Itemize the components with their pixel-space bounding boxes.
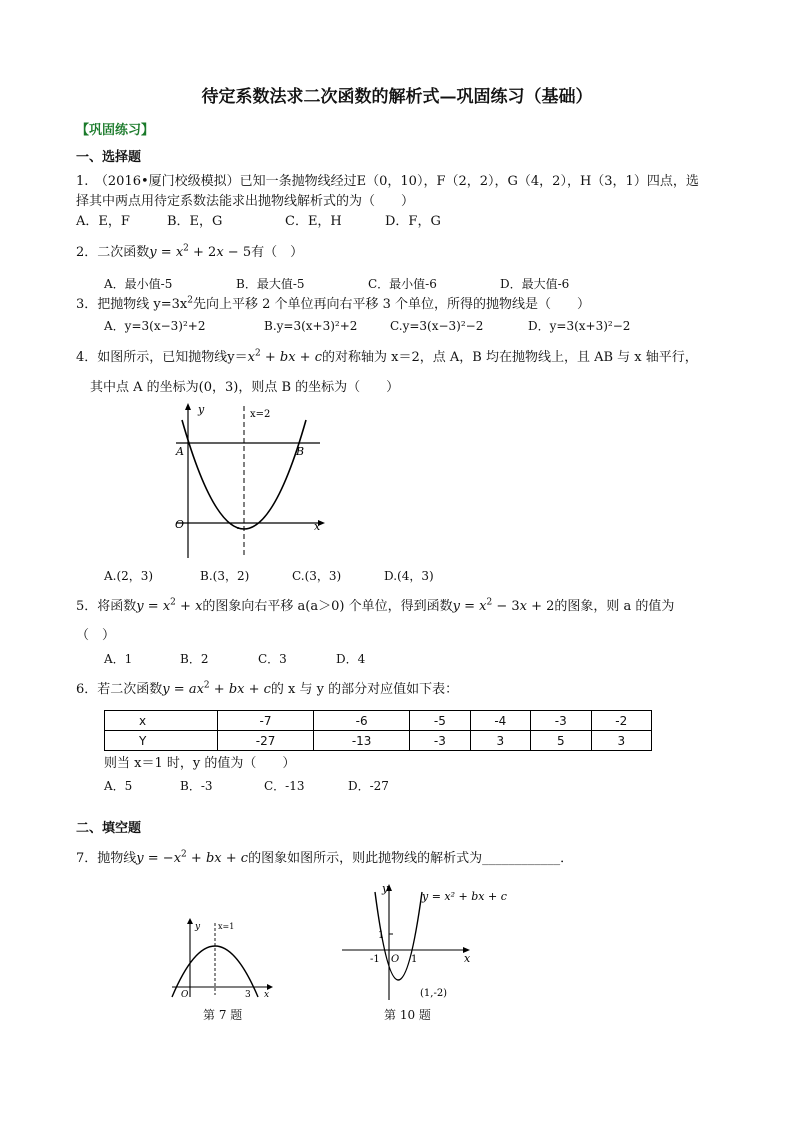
q1-line1: 1. （2016•厦门校级模拟）已知一条抛物线经过E（0，10），F（2，2），G（4，2），H（3，1）四点，选 <box>76 174 699 189</box>
q6-option-a: A．5 <box>104 779 133 793</box>
q5-line2: （ ） <box>76 628 116 643</box>
q1-line2: 择其中两点用待定系数法能求出抛物线解析式的为（ ） <box>76 194 415 209</box>
q2-option-d: D．最大值-6 <box>500 277 570 291</box>
table-row <box>105 731 652 751</box>
fig10-x-label: x <box>464 952 471 965</box>
q3-option-a: A．y=3(x−3)²+2 <box>104 319 206 333</box>
q3-option-c: C.y=3(x−3)²−2 <box>390 319 484 333</box>
q5-pre: 5．将函数 <box>76 599 137 614</box>
q2-post: 有（ ） <box>251 245 304 260</box>
fig10-vertex-label: (1,-2) <box>420 988 448 999</box>
q7-stem: 7．抛物线$y = -x^2$ + bx + c的图象如图所示，则此抛物线的解析式为____________． <box>76 849 574 866</box>
table-cell: -4 <box>470 711 530 731</box>
fig7-origin-label: O <box>181 990 189 1000</box>
q1-option-a: A．E，F <box>76 214 130 229</box>
table-cell: 3 <box>591 731 651 751</box>
q4-pre: 4．如图所示，已知抛物线 <box>76 350 228 365</box>
q5-stem: 5．将函数$y = x^2 + x$的图象向右平移 a(a＞0) 个单位，得到函数$y = x^2 - 3x + 2$的图象，则 a 的值为 <box>76 597 675 614</box>
q4-y-arrow-icon <box>185 403 191 410</box>
table-cell: 3 <box>470 731 530 751</box>
table-cell: Y <box>105 731 218 751</box>
q5-option-d: D．4 <box>336 652 366 666</box>
q4-y-label: y <box>198 403 205 416</box>
fig10-tick-neg1: -1 <box>370 954 380 965</box>
fig7-axis-label: x=1 <box>218 922 235 931</box>
fig7-x-label: x <box>264 990 270 1000</box>
section-tag: 【巩固练习】 <box>76 123 155 138</box>
q4-line2: 其中点 A 的坐标为(0，3)，则点 B 的坐标为（ ） <box>90 380 400 395</box>
part2-heading: 二、填空题 <box>76 821 142 836</box>
q4-option-a: A.(2，3) <box>104 569 154 583</box>
table-cell: -2 <box>591 711 651 731</box>
fig7-y-arrow-icon <box>187 918 193 924</box>
q2-stem: 2．二次函数$y = x^2 + 2x - 5$有（ ） <box>76 243 304 260</box>
q5-option-a: A．1 <box>104 652 133 666</box>
fig10-equation-label: y = x² + bx + c <box>422 890 507 903</box>
table-cell: 5 <box>531 731 591 751</box>
q6-option-d: D．-27 <box>348 779 389 793</box>
q4-parabola-graph <box>160 398 340 570</box>
q2-option-b: B．最大值-5 <box>236 277 305 291</box>
table-cell: -13 <box>314 731 410 751</box>
q5-mid: 的图象向右平移 a(a＞0) 个单位，得到函数 <box>202 599 453 614</box>
table-cell: -5 <box>410 711 470 731</box>
q6-value-table <box>104 710 652 751</box>
table-cell: -6 <box>314 711 410 731</box>
fig7-tick-3: 3 <box>245 990 251 1000</box>
q3-pre: 3．把抛物线 y=3x <box>76 297 188 312</box>
fig7-caption: 第 7 题 <box>203 1008 243 1022</box>
q4-option-b: B.(3，2) <box>200 569 250 583</box>
fig7-y-label: y <box>195 922 201 932</box>
q4-post: 的对称轴为 x＝2，点 A，B 均在抛物线上，且 AB 与 x 轴平行， <box>322 350 698 365</box>
table-cell: x <box>105 711 218 731</box>
q4-option-d: D.(4，3) <box>384 569 434 583</box>
q3-post: 先向上平移 2 个单位再向右平移 3 个单位，所得的抛物线是（ ） <box>192 297 591 312</box>
q6-option-c: C．-13 <box>264 779 305 793</box>
table-cell: -7 <box>218 711 314 731</box>
q5-option-b: B．2 <box>180 652 209 666</box>
q1-option-b: B．E，G <box>167 214 223 229</box>
table-row <box>105 711 652 731</box>
q4-point-a-label: A <box>176 445 184 458</box>
q7-post: 的图象如图所示，则此抛物线的解析式为____________． <box>248 851 574 866</box>
fig10-tick-1: 1 <box>411 954 418 965</box>
fig10-origin-label: O <box>391 954 400 965</box>
fig10-caption: 第 10 题 <box>384 1008 431 1022</box>
q6-option-b: B．-3 <box>180 779 213 793</box>
part1-heading: 一、选择题 <box>76 150 142 165</box>
fig10-y-label: y <box>382 882 389 895</box>
q6-post: 的 x 与 y 的部分对应值如下表： <box>270 682 459 697</box>
page-title: 待定系数法求二次函数的解析式—巩固练习（基础） <box>201 87 593 107</box>
q4-vertex-dot <box>237 527 239 529</box>
q6-stem: 6．若二次函数$y = ax^2$ + bx + c的 x 与 y 的部分对应值如下表： <box>76 680 459 697</box>
q4-stem: 4．如图所示，已知抛物线$y=x^2$ + bx + c的对称轴为 x＝2，点 A，B 均在抛物线上，且 AB 与 x 轴平行， <box>76 348 698 365</box>
fig10-graph <box>334 878 524 1006</box>
q2-option-a: A．最小值-5 <box>104 277 173 291</box>
q3-option-d: D．y=3(x+3)²−2 <box>528 319 631 333</box>
q1-option-d: D．F，G <box>385 214 441 229</box>
q6-line-after: 则当 x＝1 时，y 的值为（ ） <box>104 756 296 771</box>
table-cell: -27 <box>218 731 314 751</box>
q7-pre: 7．抛物线 <box>76 851 137 866</box>
q2-pre: 2．二次函数 <box>76 245 150 260</box>
q5-option-c: C．3 <box>258 652 287 666</box>
table-cell: -3 <box>410 731 470 751</box>
q1-option-c: C．E，H <box>285 214 342 229</box>
q5-post: 的图象，则 a 的值为 <box>554 599 675 614</box>
table-cell: -3 <box>531 711 591 731</box>
q3-stem: 3．把抛物线 $y=3x^2$先向上平移 2 个单位再向右平移 3 个单位，所得的抛物线是（ ） <box>76 295 591 312</box>
fig10-tick-y1: 1 <box>378 930 385 941</box>
q4-origin-label: O <box>175 518 185 531</box>
fig7-graph <box>168 915 278 1005</box>
q4-axis-label: x=2 <box>250 409 271 420</box>
q3-option-b: B.y=3(x+3)²+2 <box>264 319 358 333</box>
q4-point-b-label: B <box>296 445 305 458</box>
q6-pre: 6．若二次函数 <box>76 682 163 697</box>
q4-option-c: C.(3，3) <box>292 569 342 583</box>
q2-option-c: C．最小值-6 <box>368 277 437 291</box>
q4-x-label: x <box>314 520 321 533</box>
